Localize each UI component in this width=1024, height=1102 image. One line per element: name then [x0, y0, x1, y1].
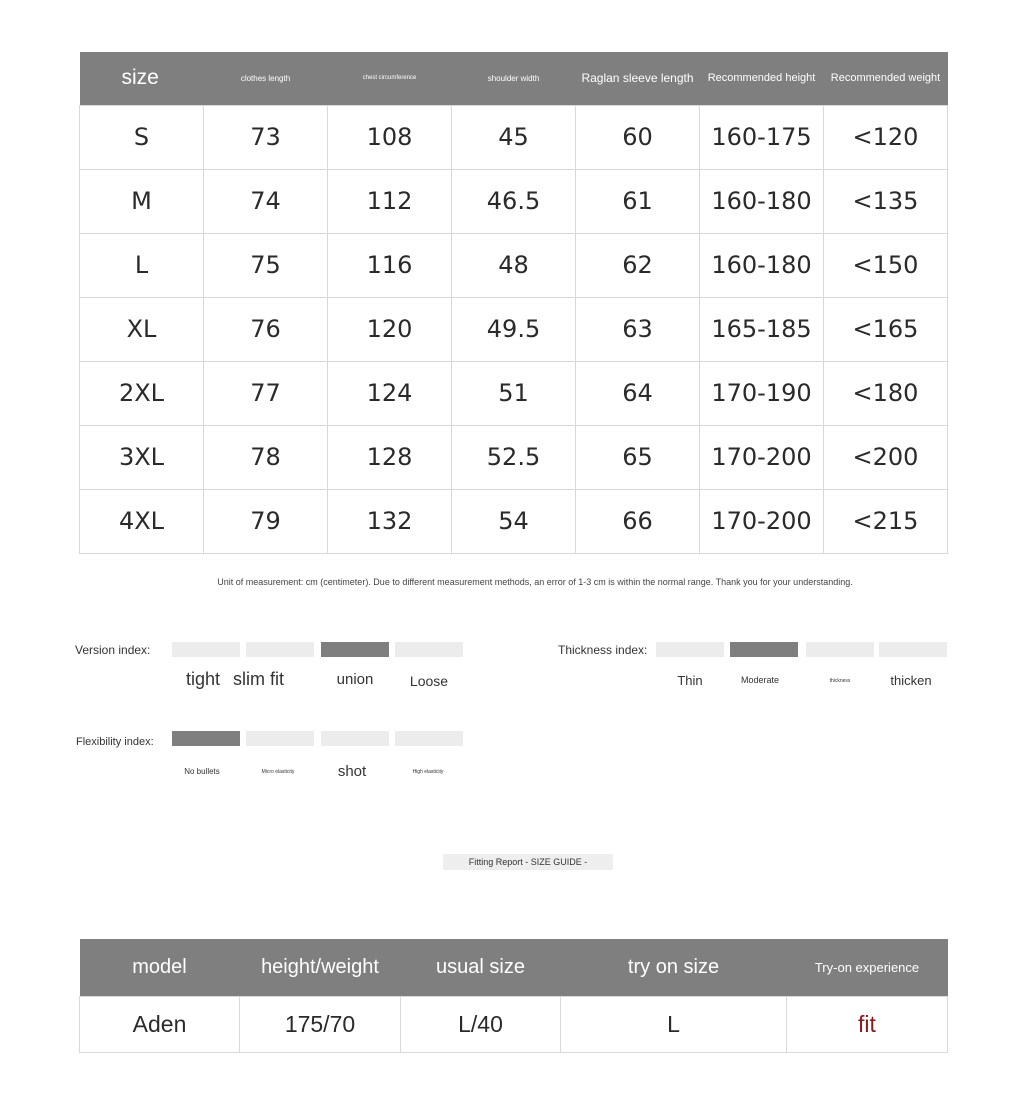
table-row — [80, 361, 948, 425]
table-row — [80, 489, 948, 553]
cell-size: S — [80, 105, 204, 169]
cell-weight: <150 — [824, 233, 948, 297]
cell-weight: <200 — [824, 425, 948, 489]
thickness-index-bar-1 — [656, 642, 724, 657]
thickness-index-label: Thickness index: — [558, 643, 648, 657]
cell-height: 160-175 — [700, 105, 824, 169]
thickness-index-bar-3 — [806, 642, 874, 657]
cell-weight: <135 — [824, 169, 948, 233]
table-row — [80, 169, 948, 233]
flexibility-index-bar-3 — [321, 731, 389, 746]
cell-sleeve: 65 — [576, 425, 700, 489]
cell-clothes-length: 78 — [204, 425, 328, 489]
flexibility-option-high-elasticity: High elasticity — [412, 769, 444, 775]
flexibility-option-shot: shot — [337, 763, 367, 780]
table-row — [80, 233, 948, 297]
cell-chest: 116 — [328, 233, 452, 297]
version-index-bar-3-active — [321, 642, 389, 657]
size-chart-header-row — [80, 52, 948, 105]
cell-shoulder: 46.5 — [452, 169, 576, 233]
cell-sleeve: 63 — [576, 297, 700, 361]
cell-chest: 132 — [328, 489, 452, 553]
cell-model: Aden — [80, 996, 240, 1052]
cell-weight: <215 — [824, 489, 948, 553]
version-option-tight: tight — [186, 669, 221, 689]
table-row — [80, 996, 948, 1052]
cell-weight: <120 — [824, 105, 948, 169]
table-row — [80, 105, 948, 169]
version-index-bar-4 — [395, 642, 463, 657]
header-recommended-weight: Recommended weight — [830, 72, 941, 85]
cell-height-weight: 175/70 — [240, 996, 401, 1052]
cell-usual-size: L/40 — [401, 996, 561, 1052]
cell-clothes-length: 76 — [204, 297, 328, 361]
version-option-union: union — [336, 671, 374, 688]
measurement-note: Unit of measurement: cm (centimeter). Due to different measurement methods, an error of 1-3 cm is within the normal range. Thank you for your understanding. — [217, 577, 853, 587]
flexibility-index-bar-4 — [395, 731, 463, 746]
cell-height: 170-200 — [700, 489, 824, 553]
cell-height: 160-180 — [700, 233, 824, 297]
cell-clothes-length: 73 — [204, 105, 328, 169]
cell-try-on-experience: fit — [787, 996, 948, 1052]
table-row — [80, 425, 948, 489]
version-option-slim-fit: slim fit — [233, 669, 284, 689]
fitting-report-table — [79, 939, 948, 1053]
cell-shoulder: 52.5 — [452, 425, 576, 489]
header-size: size — [121, 66, 159, 90]
version-index-bar-1 — [172, 642, 240, 657]
cell-height: 170-190 — [700, 361, 824, 425]
thickness-option-thin: Thin — [677, 673, 703, 688]
thickness-index-bar-2-active — [730, 642, 798, 657]
flexibility-index-bar-1-active — [172, 731, 240, 746]
table-row — [80, 297, 948, 361]
cell-shoulder: 49.5 — [452, 297, 576, 361]
thickness-option-thicken: thicken — [890, 673, 932, 688]
cell-sleeve: 66 — [576, 489, 700, 553]
cell-height: 165-185 — [700, 297, 824, 361]
header-clothes-length: clothes length — [240, 73, 291, 83]
header-recommended-height: Recommended height — [707, 72, 816, 85]
cell-size: 4XL — [80, 489, 204, 553]
cell-size: XL — [80, 297, 204, 361]
cell-size: 3XL — [80, 425, 204, 489]
flexibility-option-micro-elasticity: Micro elasticity — [261, 769, 295, 775]
thickness-option-moderate: Moderate — [740, 675, 780, 685]
cell-chest: 124 — [328, 361, 452, 425]
cell-sleeve: 64 — [576, 361, 700, 425]
header-model: model — [132, 955, 187, 978]
thickness-index-bar-4 — [879, 642, 947, 657]
cell-sleeve: 62 — [576, 233, 700, 297]
fitting-header-row — [80, 939, 948, 996]
cell-chest: 120 — [328, 297, 452, 361]
cell-chest: 112 — [328, 169, 452, 233]
version-option-loose: Loose — [409, 673, 449, 689]
cell-height: 170-200 — [700, 425, 824, 489]
fitting-report-title: Fitting Report - SIZE GUIDE - — [443, 854, 613, 870]
cell-chest: 108 — [328, 105, 452, 169]
cell-shoulder: 51 — [452, 361, 576, 425]
cell-shoulder: 45 — [452, 105, 576, 169]
cell-height: 160-180 — [700, 169, 824, 233]
size-chart-table — [79, 52, 948, 554]
cell-clothes-length: 74 — [204, 169, 328, 233]
header-raglan-sleeve-length: Raglan sleeve length — [581, 71, 694, 86]
version-index-bar-2 — [246, 642, 314, 657]
cell-sleeve: 61 — [576, 169, 700, 233]
cell-chest: 128 — [328, 425, 452, 489]
header-usual-size: usual size — [436, 955, 525, 978]
thickness-option-thickness: thickness — [829, 678, 851, 684]
cell-size: L — [80, 233, 204, 297]
cell-clothes-length: 75 — [204, 233, 328, 297]
cell-clothes-length: 79 — [204, 489, 328, 553]
cell-weight: <180 — [824, 361, 948, 425]
cell-sleeve: 60 — [576, 105, 700, 169]
cell-clothes-length: 77 — [204, 361, 328, 425]
header-try-on-size: try on size — [627, 955, 720, 978]
flexibility-index-label: Flexibility index: — [76, 736, 154, 748]
header-chest-circumference: chest circumference — [362, 75, 417, 82]
version-index-label: Version index: — [75, 643, 151, 657]
cell-try-on-size: L — [561, 996, 787, 1052]
flexibility-index-bar-2 — [246, 731, 314, 746]
header-shoulder-width: shoulder width — [487, 73, 540, 83]
cell-size: M — [80, 169, 204, 233]
cell-size: 2XL — [80, 361, 204, 425]
cell-weight: <165 — [824, 297, 948, 361]
cell-shoulder: 54 — [452, 489, 576, 553]
header-try-on-experience: Try-on experience — [814, 959, 920, 975]
flexibility-option-no-bullets: No bullets — [184, 767, 220, 776]
cell-shoulder: 48 — [452, 233, 576, 297]
header-height-weight: height/weight — [261, 955, 379, 978]
